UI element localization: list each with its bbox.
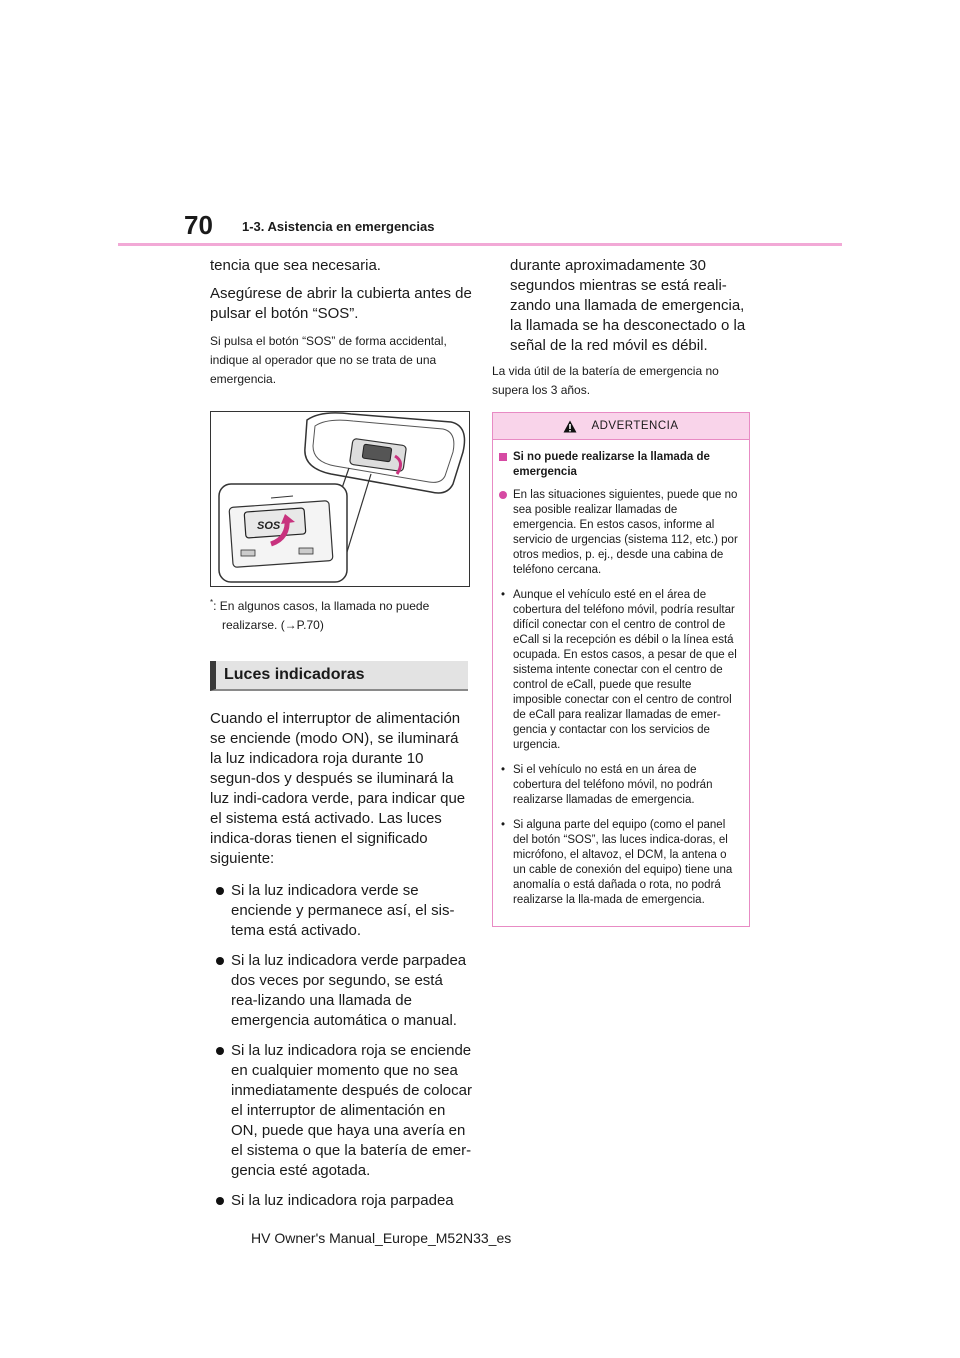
bullet-icon: • (501, 819, 506, 831)
paragraph-continuation: tencia que sea necesaria. (210, 257, 381, 274)
warning-label: ADVERTENCIA (591, 420, 679, 432)
battery-life-note: La vida útil de la batería de emergencia no supera los 3 años. (492, 364, 719, 397)
bullet-icon: • (501, 764, 506, 776)
note-accidental-press: Si pulsa el botón “SOS” de forma accidental, indique al operador que no se trata de una emergencia. (210, 334, 447, 386)
sos-panel-drawing (211, 412, 469, 586)
warning-header (493, 413, 749, 440)
indicator-intro: Cuando el interruptor de alimentación se enciende (modo ON), se iluminará la luz indicadora roja durante 10 segun-dos y después se iluminará la luz indi-cadora verde, para indicar que el sistema está activado. Las luces indica-doras tienen el significado siguiente: (210, 710, 466, 867)
list-item: • Si el vehículo no está en un área de cobertura del teléfono móvil, no podrán realizarse llamadas de emergencia. (501, 764, 713, 806)
bullet-continuation: durante aproximadamente 30 segundos mientras se está reali-zando una llamada de emergencia, la llamada se ha desconectado o la señal de la red móvil es débil. (510, 257, 746, 354)
section-title: 1-3. Asistencia en emergencias (242, 219, 435, 234)
sos-button-label: SOS (257, 520, 281, 532)
footnote-text: : En algunos casos, la llamada no puede realizarse. (→P.70) (213, 599, 430, 632)
footnote-marker: * (210, 598, 214, 607)
circle-marker-icon (499, 491, 507, 499)
header-rule (118, 243, 842, 246)
left-column (210, 256, 472, 1221)
list-item: • Aunque el vehículo esté en el área de cobertura del teléfono móvil, podría resultar difícil conectar con el centro de control de eCall si la recepción es débil o la línea está ocupada. En estos casos, a pesar de que el sistema intente conectar con el centro de control de eCall, puede que resulte imposible conectar con el centro de control de eCall para realizar llamadas de emer-gencia y contactar con los servicios de urgencia. (501, 589, 737, 751)
list-item: Si la luz indicadora roja parpadea (210, 1191, 472, 1211)
section-heading-box (210, 661, 468, 691)
warning-sub-list (499, 588, 741, 908)
section-heading: Luces indicadoras (224, 666, 365, 683)
bullet-dot-icon (216, 1197, 224, 1205)
bullet-dot-icon (216, 1047, 224, 1055)
paragraph-open-cover: Asegúrese de abrir la cubierta antes de pulsar el botón “SOS”. (210, 285, 472, 322)
bullet-dot-icon (216, 887, 224, 895)
warning-title: Si no puede realizarse la llamada de emergencia (499, 450, 741, 480)
page-footer: HV Owner's Manual_Europe_M52N33_es (251, 1230, 512, 1246)
list-item: Si la luz indicadora roja se enciende en cualquier momento que no sea inmediatamente después de colocar el interruptor de alimentación en ON, puede que haya una avería en el sistema o que la batería de emer-gencia esté agotada. (210, 1041, 472, 1181)
list-item: Si la luz indicadora verde parpadea dos veces por segundo, se está rea-lizando una llamada de emergencia automática o manual. (210, 951, 472, 1031)
list-item: Si la luz indicadora verde se enciende y permanece así, el sis-tema está activado. (210, 881, 472, 941)
footnote (210, 593, 472, 635)
bullet-icon: • (501, 589, 506, 601)
warning-box (492, 412, 750, 927)
list-item: • Si alguna parte del equipo (como el panel del botón “SOS”, las luces indica-doras, el micrófono, el altavoz, el DCM, la antena o un cable de conexión del equipo) tiene una anomalía o está dañada o rota, no podrá realizarse la lla-mada de emergencia. (501, 819, 733, 906)
page-number: 70 (184, 210, 213, 240)
right-column (492, 256, 752, 927)
indicator-list (210, 881, 472, 1211)
warning-body (493, 440, 749, 926)
square-marker-icon (499, 453, 507, 461)
sos-button-illustration (210, 411, 470, 587)
bullet-dot-icon (216, 957, 224, 965)
warning-triangle-icon (563, 420, 577, 433)
warning-main-text: En las situaciones siguientes, puede que no sea posible realizar llamadas de emergencia. En estos casos, informe al servicio de urgencias (sistema 112, etc.) por otros medios, p. ej., desde una cabina de teléfono cercana. (499, 488, 741, 578)
